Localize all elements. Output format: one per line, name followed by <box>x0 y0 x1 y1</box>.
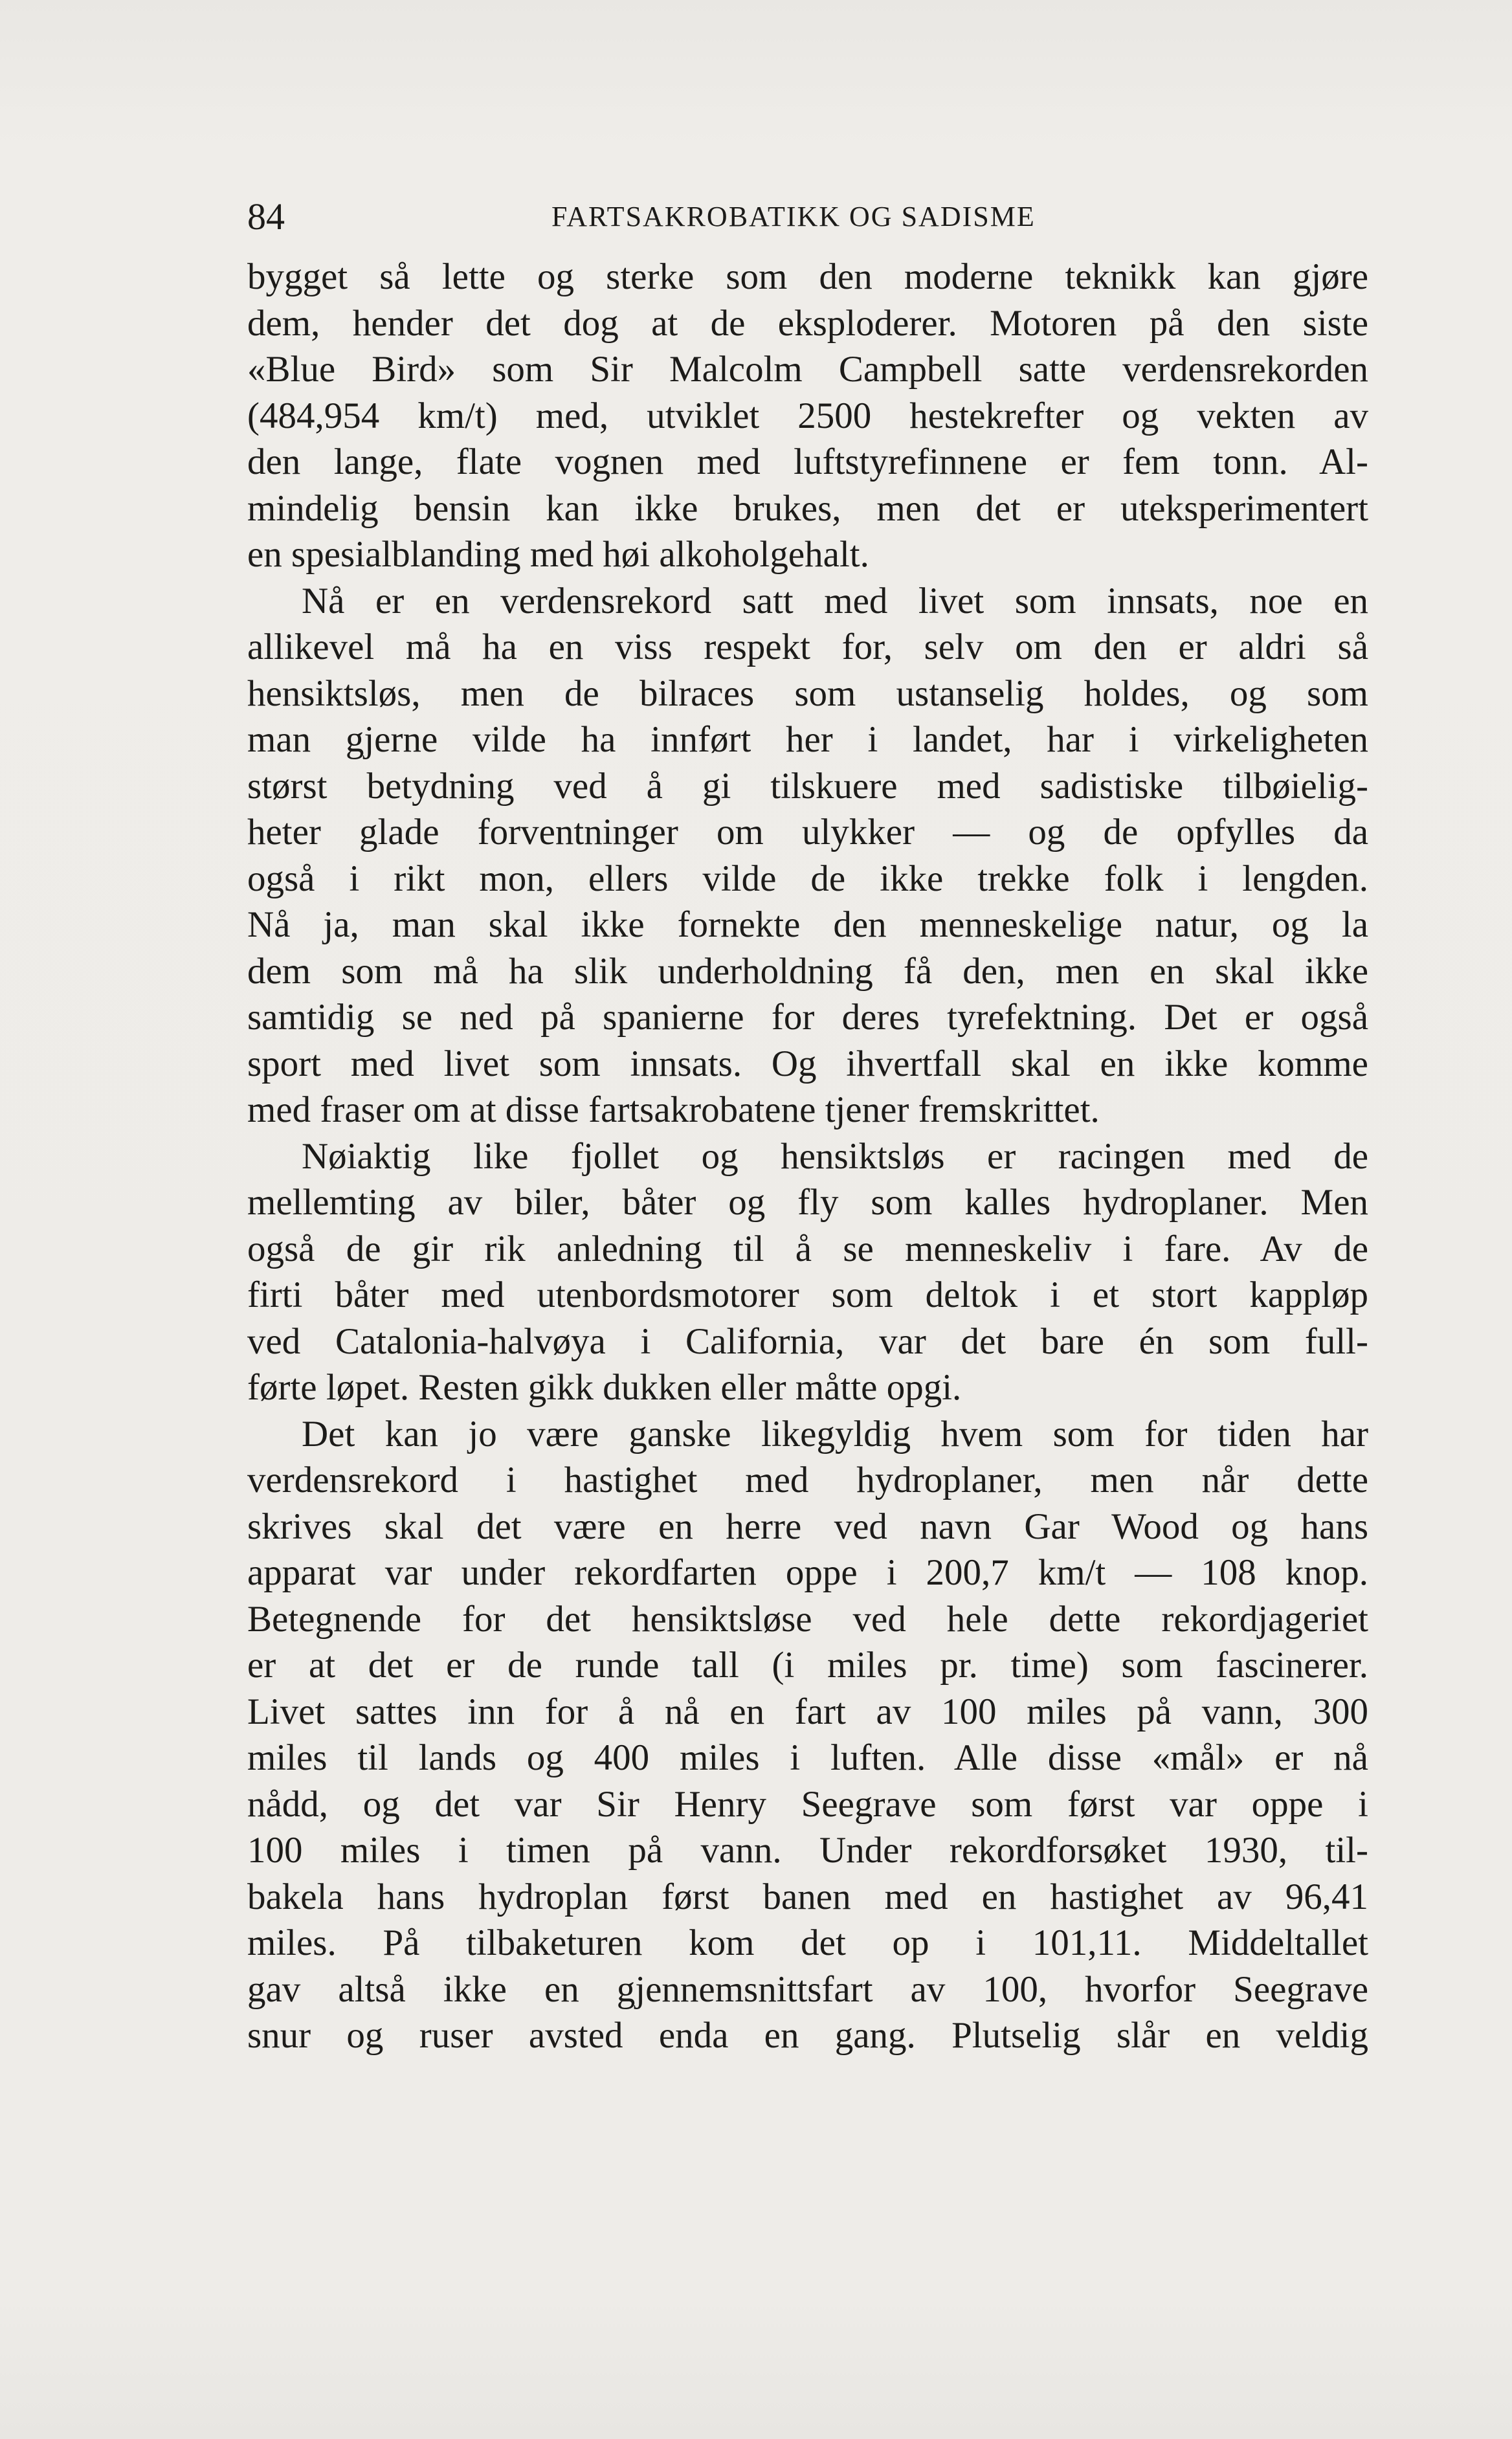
text-line: er at det er de runde tall (i miles pr. time) som fascinerer. <box>247 1645 1368 1686</box>
text-line: med fraser om at disse fartsakrobatene tjener fremskrittet. <box>247 1089 1100 1130</box>
page-number: 84 <box>247 195 285 238</box>
text-line: snur og ruser avsted enda en gang. Plutselig slår en veldig <box>247 2015 1368 2056</box>
text-line: Betegnende for det hensiktsløse ved hele dette rekordjageriet <box>247 1598 1368 1640</box>
text-line: skrives skal det være en herre ved navn Gar Wood og hans <box>247 1506 1368 1547</box>
text-line: førte løpet. Resten gikk dukken eller måtte opgi. <box>247 1367 962 1408</box>
text-line: allikevel må ha en viss respekt for, selv om den er aldri så <box>247 627 1368 667</box>
text-line: verdensrekord i hastighet med hydroplaner, men når dette <box>247 1460 1368 1500</box>
text-line: Livet sattes inn for å nå en fart av 100 miles på vann, 300 <box>247 1691 1368 1732</box>
text-line: (484,954 km/t) med, utviklet 2500 hestekrefter og vekten av <box>247 395 1368 436</box>
text-line: gav altså ikke en gjennemsnittsfart av 100, hvorfor Seegrave <box>247 1968 1368 2010</box>
text-line: nådd, og det var Sir Henry Seegrave som først var oppe i <box>247 1783 1368 1825</box>
text-line: dem, hender det dog at de eksploderer. Motoren på den siste <box>247 302 1368 344</box>
text-line: også i rikt mon, ellers vilde de ikke trekke folk i lengden. <box>247 858 1368 899</box>
text-line: en spesialblanding med høi alkoholgehalt. <box>247 534 869 575</box>
text-line: ved Catalonia-halvøya i California, var det bare én som full- <box>247 1320 1368 1362</box>
text-line: Nøiaktig like fjollet og hensiktsløs er racingen med de <box>302 1135 1368 1177</box>
text-line: hensiktsløs, men de bilraces som ustanselig holdes, og som <box>247 673 1368 714</box>
text-line: miles. På tilbaketuren kom det op i 101,11. Middeltallet <box>247 1922 1368 1963</box>
text-line: også de gir rik anledning til å se menneskeliv i fare. Av de <box>247 1228 1368 1269</box>
text-line: Det kan jo være ganske likegyldig hvem som for tiden har <box>302 1413 1368 1454</box>
text-line: bygget så lette og sterke som den moderne teknikk kan gjøre <box>247 256 1368 297</box>
text-line: bakela hans hydroplan først banen med en hastighet av 96,41 <box>247 1876 1368 1917</box>
text-line: firti båter med utenbordsmotorer som deltok i et stort kappløp <box>247 1275 1368 1315</box>
text-line: heter glade forventninger om ulykker — og de opfylles da <box>247 812 1368 852</box>
text-line: mindelig bensin kan ikke brukes, men det er uteksperimentert <box>247 487 1368 529</box>
body-text <box>247 254 1368 2059</box>
text-line: størst betydning ved å gi tilskuere med sadistiske tilbøielig- <box>247 765 1368 807</box>
text-line: den lange, flate vognen med luftstyrefinnene er fem tonn. Al- <box>247 441 1368 482</box>
running-title: FARTSAKROBATIKK OG SADISME <box>551 201 1036 232</box>
text-line: apparat var under rekordfarten oppe i 200,7 km/t — 108 knop. <box>247 1552 1368 1593</box>
running-head <box>247 194 1368 239</box>
text-line: samtidig se ned på spanierne for deres tyrefektning. Det er også <box>247 997 1368 1038</box>
text-line: Nå er en verdensrekord satt med livet som innsats, noe en <box>302 580 1368 621</box>
text-line: mellemting av biler, båter og fly som kalles hydroplaner. Men <box>247 1182 1368 1223</box>
text-line: «Blue Bird» som Sir Malcolm Campbell satte verdensrekorden <box>247 349 1368 390</box>
text-line: man gjerne vilde ha innført her i landet, har i virkeligheten <box>247 719 1368 760</box>
text-line: miles til lands og 400 miles i luften. Alle disse «mål» er nå <box>247 1737 1368 1778</box>
text-line: sport med livet som innsats. Og ihvertfall skal en ikke komme <box>247 1043 1368 1084</box>
text-line: Nå ja, man skal ikke fornekte den menneskelige natur, og la <box>247 904 1368 945</box>
text-line: 100 miles i timen på vann. Under rekordforsøket 1930, til- <box>247 1830 1368 1871</box>
text-line: dem som må ha slik underholdning få den, men en skal ikke <box>247 950 1368 992</box>
